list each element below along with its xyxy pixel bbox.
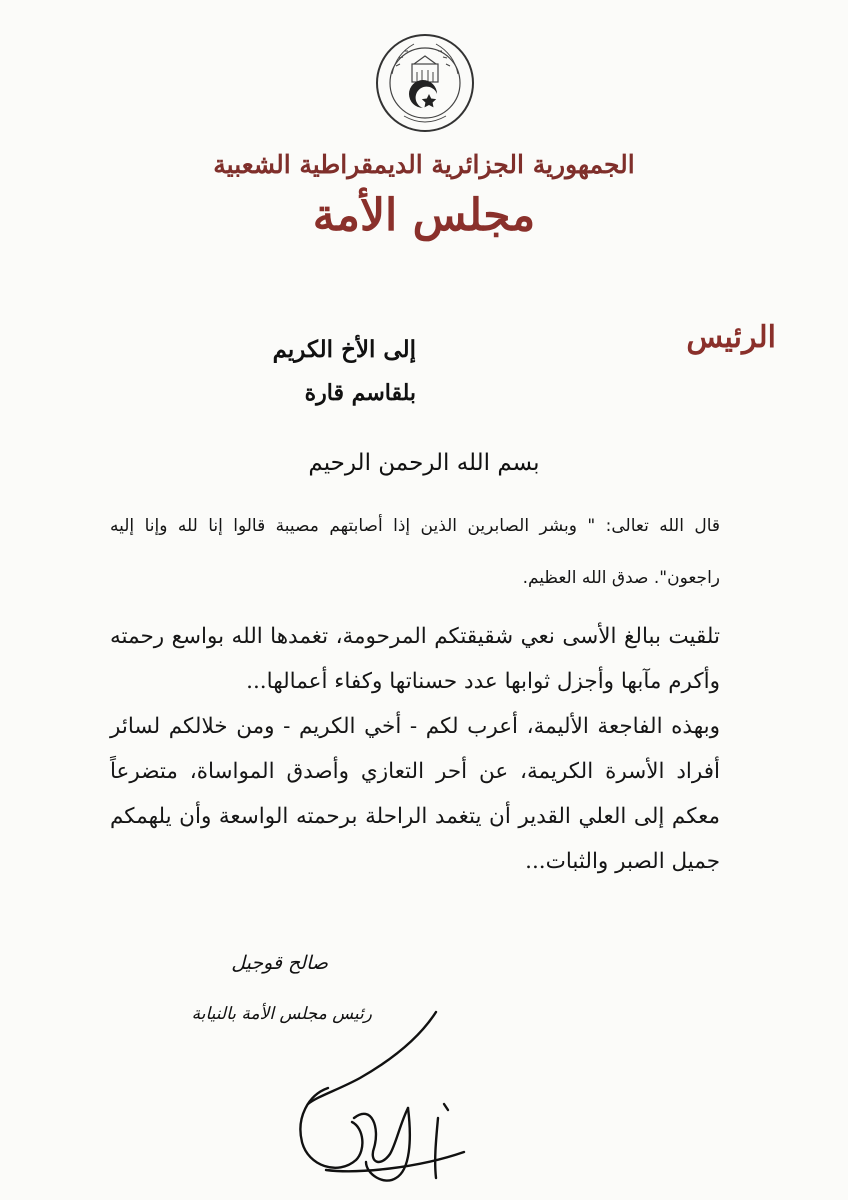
institution-header: مجلس الأمة (312, 190, 536, 241)
body-paragraph-1: تلقيت ببالغ الأسى نعي شقيقتكم المرحومة، تغمدها الله بواسع رحمته وأكرم مآبها وأجزل ثوابها عدد حسناتها وكفاء أعمالها... (110, 624, 720, 694)
handwritten-signature (268, 1000, 468, 1190)
body-paragraph-2: وبهذه الفاجعة الأليمة، أعرب لكم - أخي الكريم - ومن خلالكم لسائر أفراد الأسرة الكريمة، عن أحر التعازي وأصدق المواساة، متضرعاً معكم إلى العلي القدير أن يتغمد الراحلة برحمته الواسعة وأن يلهمكم جميل الصبر والثبات... (110, 714, 720, 874)
signer-title: رئيس مجلس الأمة بالنيابة (191, 1004, 372, 1024)
recipient-salutation: إلى الأخ الكريم (272, 336, 416, 363)
quran-quote: قال الله تعالى: " وبشر الصابرين الذين إذا أصابتهم مصيبة قالوا إنا لله وإنا إليه راجعون". صدق الله العظيم. (110, 516, 720, 588)
republic-header: الجمهورية الجزائرية الديمقراطية الشعبية (213, 150, 635, 179)
signer-name: صالح قوجيل (231, 952, 328, 974)
letter-body (110, 614, 720, 884)
state-seal-emblem (374, 30, 476, 136)
recipient-name: بلقاسم قارة (304, 380, 416, 406)
basmala: بسم الله الرحمن الرحيم (308, 450, 540, 476)
president-stamp: الرئيس (686, 320, 776, 355)
